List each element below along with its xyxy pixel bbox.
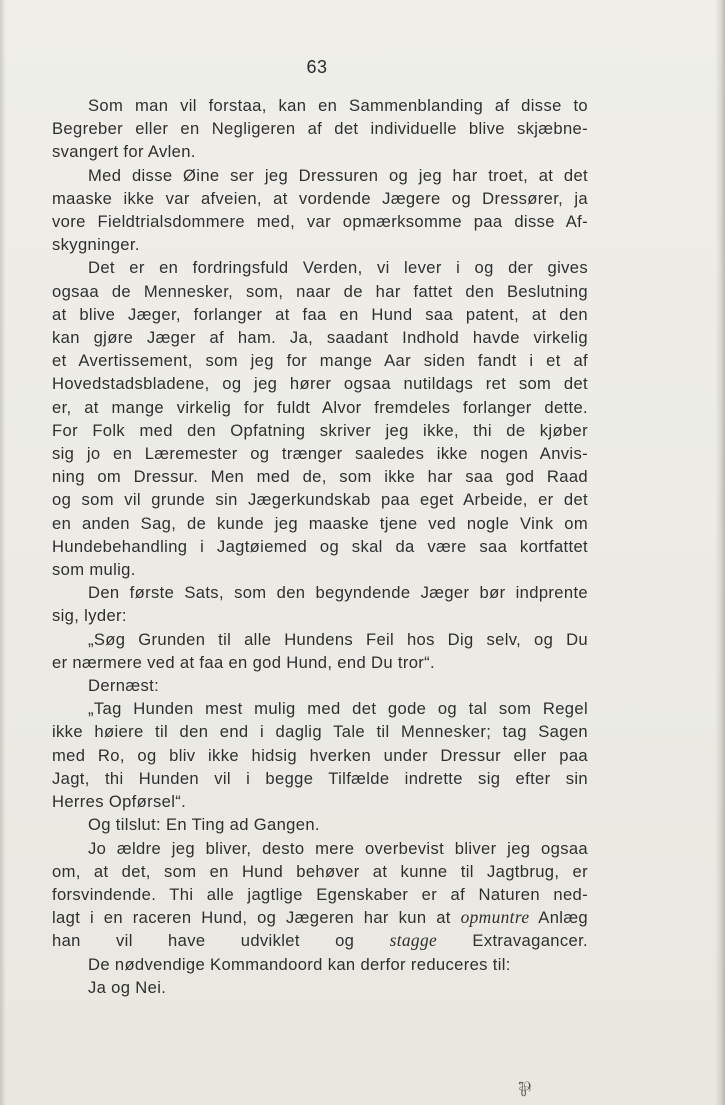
text-line: Det er en fordringsfuld Verden, vi lever i og der gives — [88, 258, 588, 278]
text-segment: lagt i en raceren Hund, og Jægeren har kun at — [52, 908, 451, 928]
text-line: Den første Sats, som den begyndende Jæger bør indprente — [88, 583, 588, 603]
text-line: om, at det, som en Hund behøver at kunne til Jagtbrug, er — [52, 861, 588, 881]
page-right-edge — [715, 0, 725, 1105]
text-line: forsvindende. Thi alle jagtlige Egenskaber er af Naturen ned- — [52, 884, 588, 904]
text-line: For Folk med den Opfatning skriver jeg ikke, thi de kjøber — [52, 420, 588, 440]
text-line: en anden Sag, de kunde jeg maaske tjene ved nogle Vink om — [52, 513, 588, 533]
text-line: som mulig. — [52, 560, 136, 580]
text-line: „Tag Hunden mest mulig med det gode og tal som Regel — [88, 699, 588, 719]
text-line: Hovedstadsbladene, og jeg hører ogsaa nutildags ret som det — [52, 374, 588, 394]
text-line: „Søg Grunden til alle Hundens Feil hos Dig selv, og Du — [88, 629, 588, 649]
text-line: skygninger. — [52, 235, 140, 255]
text-line: er nærmere ved at faa en god Hund, end Du tror“. — [52, 652, 435, 672]
text-segment: Anlæg — [538, 908, 589, 928]
text-segment: Extravagancer. — [472, 931, 588, 951]
text-line: ikke høiere til den end i daglig Tale til Mennesker; tag Sagen — [52, 722, 588, 742]
text-line: Herres Opførsel“. — [52, 792, 187, 812]
text-line: Dernæst: — [88, 676, 160, 696]
text-line: ning om Dressur. Men med de, som ikke har saa god Raad — [52, 467, 588, 487]
text-line: Ja og Nei. — [88, 977, 167, 997]
text-line: De nødvendige Kommandoord kan derfor reduceres til: — [88, 954, 511, 974]
text-line: Jagt, thi Hunden vil i begge Tilfælde indrette sig efter sin — [52, 768, 588, 788]
text-line: Med disse Øine ser jeg Dressuren og jeg har troet, at det — [88, 165, 588, 185]
text-line: Hundebehandling i Jagtøiemed og skal da være saa kortfattet — [52, 536, 588, 556]
text-line: sig, lyder: — [52, 606, 127, 626]
printer-mark: ⅌ — [518, 1079, 532, 1101]
text-line: ogsaa de Mennesker, som, naar de har fattet den Beslutning — [52, 281, 588, 301]
body-text — [52, 94, 588, 999]
text-line: med Ro, og bliv ikke hidsig hverken under Dressur eller paa — [52, 745, 588, 765]
text-line: og som vil grunde sin Jægerkundskab paa eget Arbeide, er det — [52, 490, 588, 510]
text-line: Begreber eller en Negligeren af det individuelle blive skjæbne- — [52, 119, 588, 139]
text-line: er, at mange virkelig for fuldt Alvor fremdeles forlanger dette. — [52, 397, 588, 417]
text-segment: han vil have udviklet og — [52, 931, 355, 951]
text-line: sig jo en Læremester og trænger saaledes ikke nogen Anvis- — [52, 444, 588, 464]
text-line: svangert for Avlen. — [52, 142, 196, 162]
text-line: Jo ældre jeg bliver, desto mere overbevist bliver jeg ogsaa — [88, 838, 588, 858]
text-line: vore Fieldtrialsdommere med, var opmærksomme paa disse Af- — [52, 212, 588, 232]
text-line: maaske ikke var afveien, at vordende Jægere og Dressører, ja — [52, 188, 588, 208]
page-number: 63 — [306, 57, 328, 77]
text-line: et Avertissement, som jeg for mange Aar siden fandt i et af — [52, 351, 588, 371]
text-line — [52, 906, 588, 929]
text-line — [52, 929, 588, 952]
text-line: Som man vil forstaa, kan en Sammenblanding af disse to — [88, 96, 588, 115]
emphasis-text: opmuntre — [460, 907, 530, 928]
page-left-edge — [0, 0, 6, 1105]
text-line: at blive Jæger, forlanger at faa en Hund saa patent, at den — [52, 304, 588, 324]
text-line: kan gjøre Jæger af ham. Ja, saadant Indhold havde virkelig — [52, 328, 588, 348]
text-line: Og tilslut: En Ting ad Gangen. — [88, 815, 320, 835]
emphasis-text: stagge — [389, 930, 438, 951]
